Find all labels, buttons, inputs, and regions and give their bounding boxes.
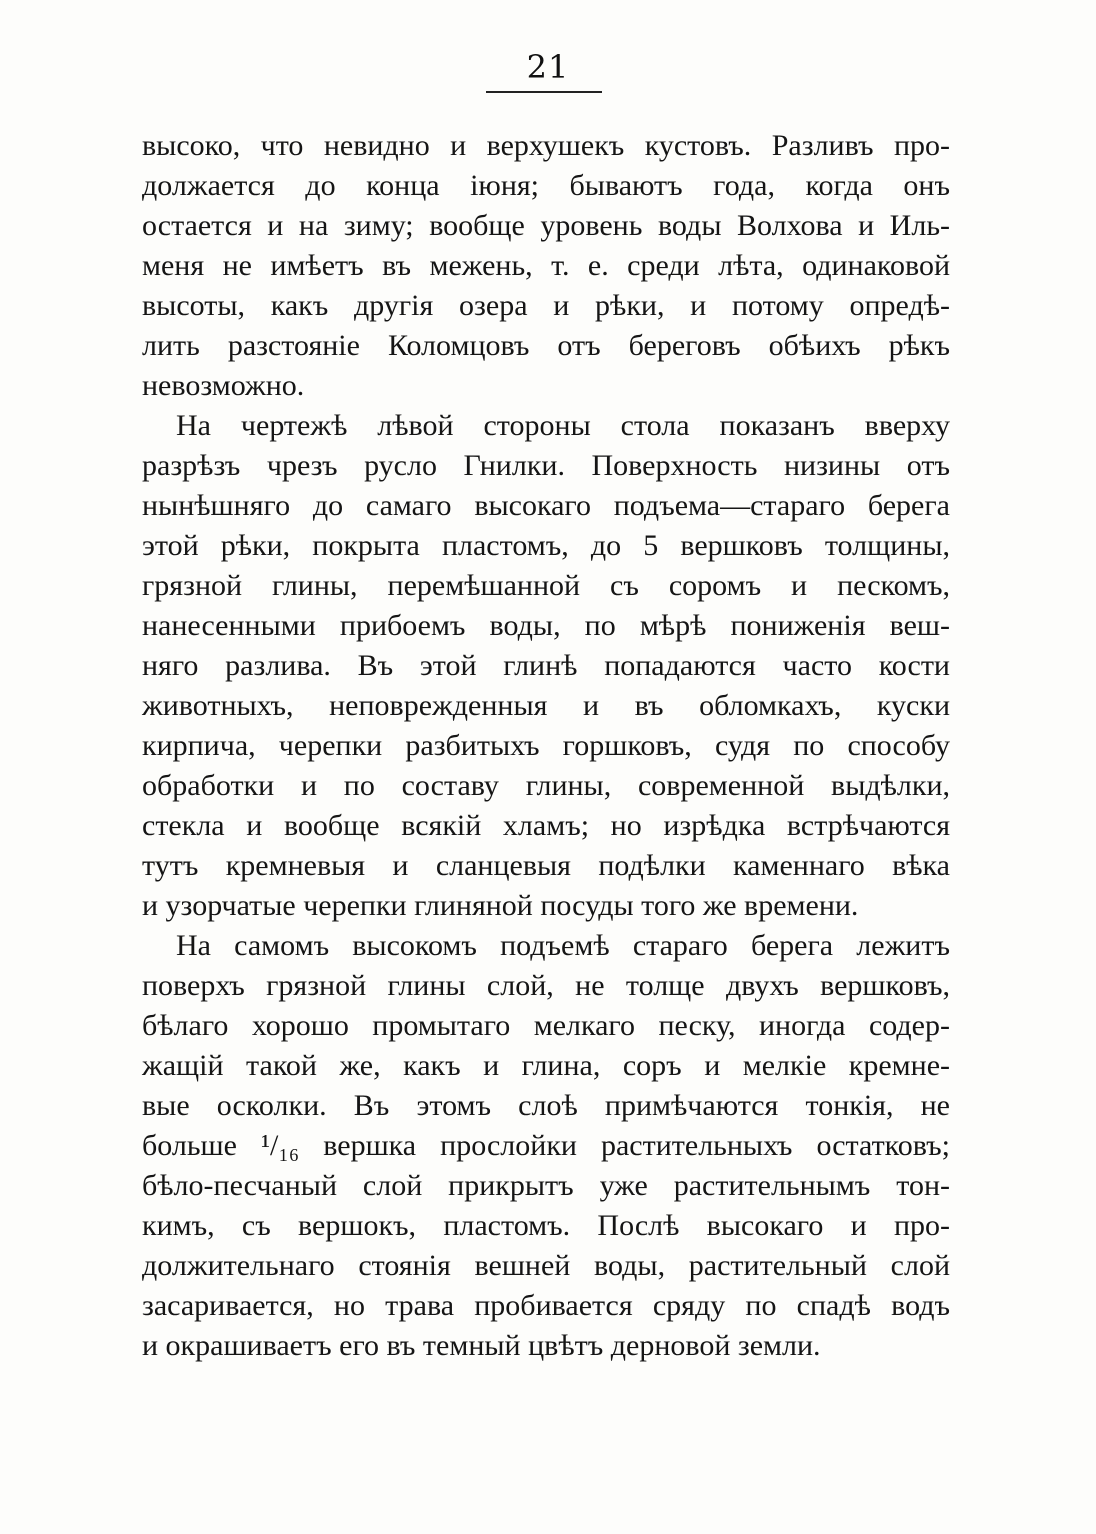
page-number-rule: [486, 91, 602, 93]
text-line: остается и на зиму; вообще уровень воды Волхова и Иль-: [142, 209, 950, 242]
paragraph-3: [142, 926, 950, 1366]
text-line: тутъ кремневыя и сланцевыя подѣлки каменнаго вѣка: [142, 849, 950, 882]
text-line: На самомъ высокомъ подъемѣ стараго берега лежитъ: [176, 929, 950, 962]
text-fragment: больше: [142, 1129, 261, 1162]
page-number: 21: [526, 48, 570, 86]
text-line: нанесенными прибоемъ воды, по мѣрѣ пониженія веш-: [142, 609, 950, 642]
text-line: и узорчатые черепки глиняной посуды того же времени.: [142, 889, 859, 922]
text-line: лить разстояніе Коломцовъ отъ береговъ обѣихъ рѣкъ: [142, 329, 950, 362]
text-line: бѣло-песчаный слой прикрытъ уже растительнымъ тон-: [142, 1169, 950, 1202]
text-line: обработки и по составу глины, современной выдѣлки,: [142, 769, 950, 802]
text-line: животныхъ, неповрежденныя и въ обломкахъ, куски: [142, 689, 950, 722]
text-line: [142, 1126, 950, 1166]
text-line: няго разлива. Въ этой глинѣ попадаются часто кости: [142, 649, 950, 682]
fraction: ¹/₁₆: [260, 1129, 300, 1162]
text-line: засаривается, но трава пробивается сряду по спадѣ водъ: [142, 1289, 950, 1322]
text-line: жащій такой же, какъ и глина, соръ и мелкіе кремне-: [142, 1049, 950, 1082]
text-line: невозможно.: [142, 369, 305, 402]
text-line: На чертежѣ лѣвой стороны стола показанъ вверху: [176, 409, 950, 442]
text-line: поверхъ грязной глины слой, не толще двухъ вершковъ,: [142, 969, 950, 1002]
text-fragment: вершка прослойки растительныхъ остатковъ;: [299, 1129, 950, 1162]
text-line: этой рѣки, покрыта пластомъ, до 5 вершковъ толщины,: [142, 529, 950, 562]
text-line: высоты, какъ другія озера и рѣки, и потому опредѣ-: [142, 289, 950, 322]
text-line: должительнаго стоянія вешней воды, растительный слой: [142, 1249, 950, 1282]
text-line: вые осколки. Въ этомъ слоѣ примѣчаются тонкія, не: [142, 1089, 950, 1122]
paragraph-2: [142, 406, 950, 926]
text-line: кимъ, съ вершокъ, пластомъ. Послѣ высокаго и про-: [142, 1209, 950, 1242]
text-line: бѣлаго хорошо промытаго мелкаго песку, иногда содер-: [142, 1009, 950, 1042]
text-line: грязной глины, перемѣшанной съ соромъ и пескомъ,: [142, 569, 950, 602]
text-line: должается до конца іюня; бываютъ года, когда онъ: [142, 169, 950, 202]
paragraph-1: [142, 126, 950, 406]
text-line: меня не имѣетъ въ межень, т. е. среди лѣта, одинаковой: [142, 249, 950, 282]
text-line: нынѣшняго до самаго высокаго подъема—стараго берега: [142, 489, 950, 522]
text-line: стекла и вообще всякій хламъ; но изрѣдка встрѣчаются: [142, 809, 950, 842]
text-line: высоко, что невидно и верхушекъ кустовъ. Разливъ про-: [142, 129, 950, 162]
text-line: разрѣзъ чрезъ русло Гнилки. Поверхность низины отъ: [142, 449, 950, 482]
text-line: кирпича, черепки разбитыхъ горшковъ, судя по способу: [142, 729, 950, 762]
text-line: и окрашиваетъ его въ темный цвѣтъ дерновой земли.: [142, 1329, 821, 1362]
